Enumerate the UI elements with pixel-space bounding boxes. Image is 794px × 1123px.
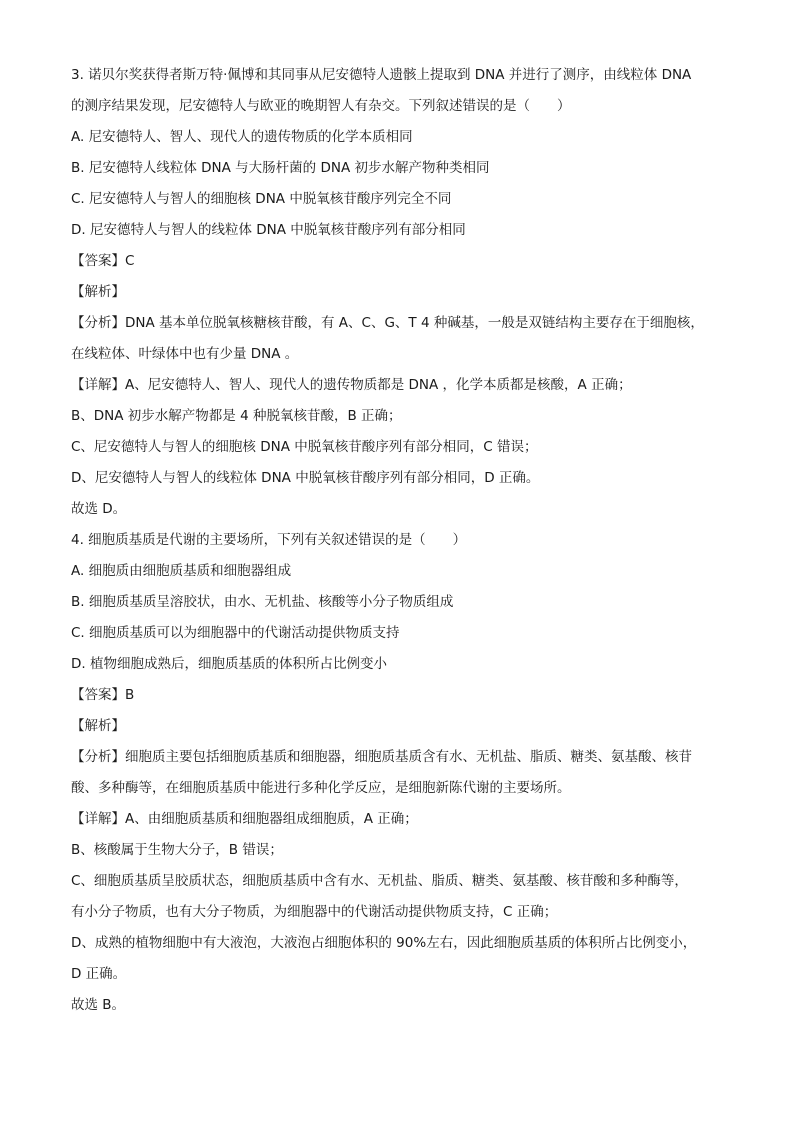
question-3-option-a: A. 尼安德特人、智人、现代人的遗传物质的化学本质相同 <box>71 129 413 145</box>
question-3-conclusion: 故选 D。 <box>71 501 127 517</box>
question-4-detail-line-6: D 正确。 <box>71 966 127 982</box>
question-3-option-d: D. 尼安德特人与智人的线粒体 DNA 中脱氧核苷酸序列有部分相同 <box>71 222 466 238</box>
question-3-option-c: C. 尼安德特人与智人的细胞核 DNA 中脱氧核苷酸序列完全不同 <box>71 191 452 207</box>
question-3-detail-line-1: 【详解】A、尼安德特人、智人、现代人的遗传物质都是 DNA ，化学本质都是核酸，A 正确； <box>71 377 632 393</box>
question-4-conclusion: 故选 B。 <box>71 997 126 1013</box>
question-4 <box>71 525 731 1021</box>
question-3-analysis-title: 【解析】 <box>71 284 125 300</box>
question-4-stem: 4. 细胞质基质是代谢的主要场所，下列有关叙述错误的是（ ） <box>71 532 467 548</box>
question-4-fenxi-line-2: 酸、多种酶等，在细胞质基质中能进行多种化学反应，是细胞新陈代谢的主要场所。 <box>71 780 571 796</box>
question-4-option-a: A. 细胞质由细胞质基质和细胞器组成 <box>71 563 292 579</box>
question-3 <box>71 60 731 525</box>
question-3-detail-line-4: D、尼安德特人与智人的线粒体 DNA 中脱氧核苷酸序列有部分相同，D 正确。 <box>71 470 540 486</box>
question-4-option-b: B. 细胞质基质呈溶胶状，由水、无机盐、核酸等小分子物质组成 <box>71 594 454 610</box>
question-3-answer: 【答案】C <box>71 253 135 269</box>
question-3-option-b: B. 尼安德特人线粒体 DNA 与大肠杆菌的 DNA 初步水解产物种类相同 <box>71 160 490 176</box>
question-3-detail-line-2: B、DNA 初步水解产物都是 4 种脱氧核苷酸，B 正确； <box>71 408 402 424</box>
question-4-option-c: C. 细胞质基质可以为细胞器中的代谢活动提供物质支持 <box>71 625 400 641</box>
question-4-analysis-title: 【解析】 <box>71 718 125 734</box>
question-4-fenxi-line-1: 【分析】细胞质主要包括细胞质基质和细胞器，细胞质基质含有水、无机盐、脂质、糖类、氨基酸、核苷 <box>71 749 692 765</box>
question-4-detail-line-4: 有小分子物质，也有大分子物质，为细胞器中的代谢活动提供物质支持，C 正确； <box>71 904 558 920</box>
question-3-stem-line-2: 的测序结果发现，尼安德特人与欧亚的晚期智人有杂交。下列叙述错误的是（ ） <box>71 98 571 114</box>
document-page <box>71 60 731 1021</box>
question-4-option-d: D. 植物细胞成熟后，细胞质基质的体积所占比例变小 <box>71 656 387 672</box>
question-4-detail-line-2: B、核酸属于生物大分子，B 错误； <box>71 842 283 858</box>
question-4-detail-line-3: C、细胞质基质呈胶质状态，细胞质基质中含有水、无机盐、脂质、糖类、氨基酸、核苷酸和多种酶等， <box>71 873 688 889</box>
question-4-detail-line-1: 【详解】A、由细胞质基质和细胞器组成细胞质，A 正确； <box>71 811 418 827</box>
question-4-detail-line-5: D、成熟的植物细胞中有大液泡，大液泡占细胞体积的 90%左右，因此细胞质基质的体积所占比例变小， <box>71 935 697 951</box>
question-3-detail-line-3: C、尼安德特人与智人的细胞核 DNA 中脱氧核苷酸序列有部分相同，C 错误； <box>71 439 538 455</box>
question-4-answer: 【答案】B <box>71 687 135 703</box>
question-3-fenxi-line-1: 【分析】DNA 基本单位脱氧核糖核苷酸，有 A、C、G、T 4 种碱基，一般是双链结构主要存在于细胞核， <box>71 315 704 331</box>
question-3-stem-line-1: 3. 诺贝尔奖获得者斯万特·佩博和其同事从尼安德特人遗骸上提取到 DNA 并进行了测序，由线粒体 DNA <box>71 67 692 83</box>
question-3-fenxi-line-2: 在线粒体、叶绿体中也有少量 DNA 。 <box>71 346 299 362</box>
